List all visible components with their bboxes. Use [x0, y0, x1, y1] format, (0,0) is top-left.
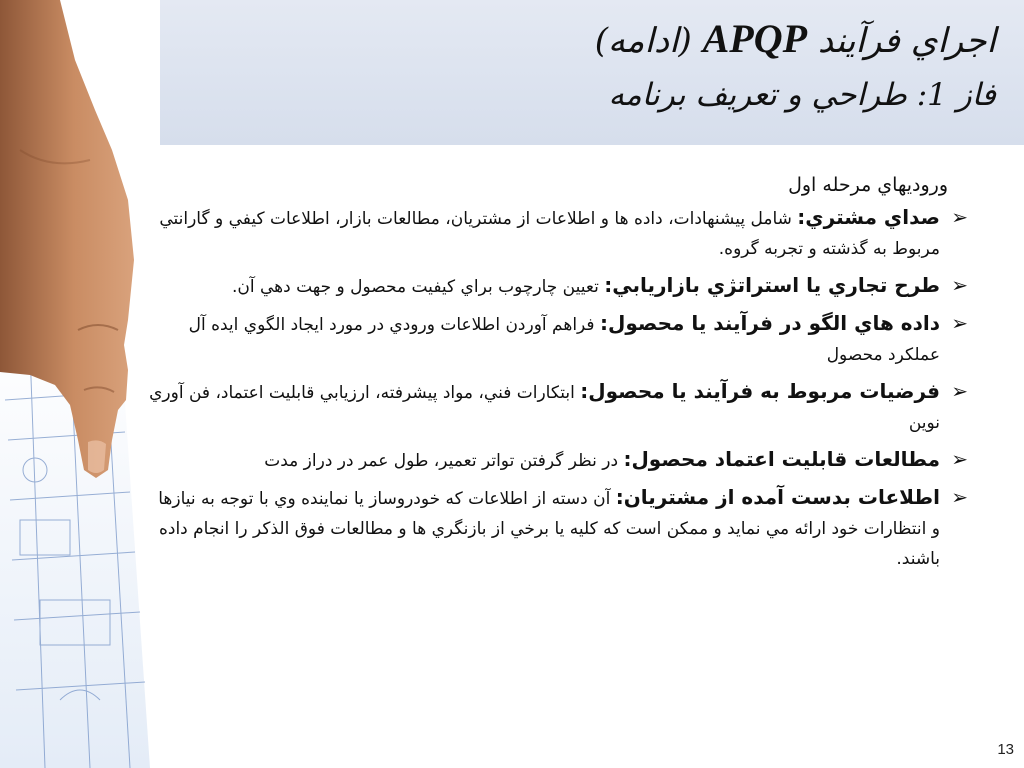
bullet-term: داده هاي الگو در فرآيند يا محصول:	[599, 311, 940, 335]
bullet-text: تعيين چارچوب براي كيفيت محصول و جهت دهي آن.	[231, 277, 605, 297]
bullet-text: آن دسته از اطلاعات كه خودروساز يا نماينده وي با توجه به نيازها و انتظارات خود ارائه مي نمايد و ممكن است كه كليه يا برخي از بازنگري ها و مطالعات فوق الذكر را انجام داده باشند.	[158, 489, 940, 569]
bullet-item	[148, 444, 968, 476]
title-line-1	[236, 12, 996, 68]
arrow-bullet-icon: ➢	[951, 485, 968, 509]
slide-content	[148, 168, 968, 580]
bullet-item	[148, 270, 968, 302]
bullet-text: در نظر گرفتن تواتر تعمير، طول عمر در دراز مدت	[264, 451, 624, 471]
title-suffix: (ادامه)	[594, 21, 692, 61]
arrow-bullet-icon: ➢	[951, 447, 968, 471]
intro-text: وروديهاي مرحله اول	[788, 174, 948, 196]
bullet-text: شامل پيشنهادات، داده ها و اطلاعات از مشتريان، مطالعات بازار، اطلاعات كيفي و گارانتي مربوط به گذشته و تجربه گروه.	[159, 209, 940, 259]
hand-on-blueprint-image	[0, 0, 160, 768]
page-number: 13	[997, 741, 1014, 758]
title-prefix: اجراي فرآيند	[817, 21, 996, 61]
bullet-text: فراهم آوردن اطلاعات ورودي در مورد ايجاد الگوي ايده آل عملكرد محصول	[188, 315, 940, 365]
bullet-list	[148, 202, 968, 574]
arrow-bullet-icon: ➢	[951, 379, 968, 403]
bullet-term: مطالعات قابليت اعتماد محصول:	[623, 447, 940, 471]
arrow-bullet-icon: ➢	[951, 273, 968, 297]
bullet-term: اطلاعات بدست آمده از مشتريان:	[615, 485, 940, 509]
title-apqp: APQP	[702, 16, 808, 61]
bullet-item	[148, 308, 968, 370]
arrow-bullet-icon: ➢	[951, 205, 968, 229]
bullet-term: صداي مشتري:	[797, 205, 940, 229]
bullet-item	[148, 202, 968, 264]
bullet-term: طرح تجاري يا استراتژي بازاريابي:	[604, 273, 940, 297]
bullet-text: ابتكارات فني، مواد پيشرفته، ارزيابي قابليت اعتماد، فن آوري نوين	[149, 383, 940, 433]
bullet-term: فرضيات مربوط به فرآيند يا محصول:	[580, 379, 940, 403]
bullet-item	[148, 482, 968, 574]
slide-title	[236, 12, 996, 122]
title-line-2: فاز 1: طراحي و تعريف برنامه	[608, 77, 996, 113]
bullet-item	[148, 376, 968, 438]
arrow-bullet-icon: ➢	[951, 311, 968, 335]
